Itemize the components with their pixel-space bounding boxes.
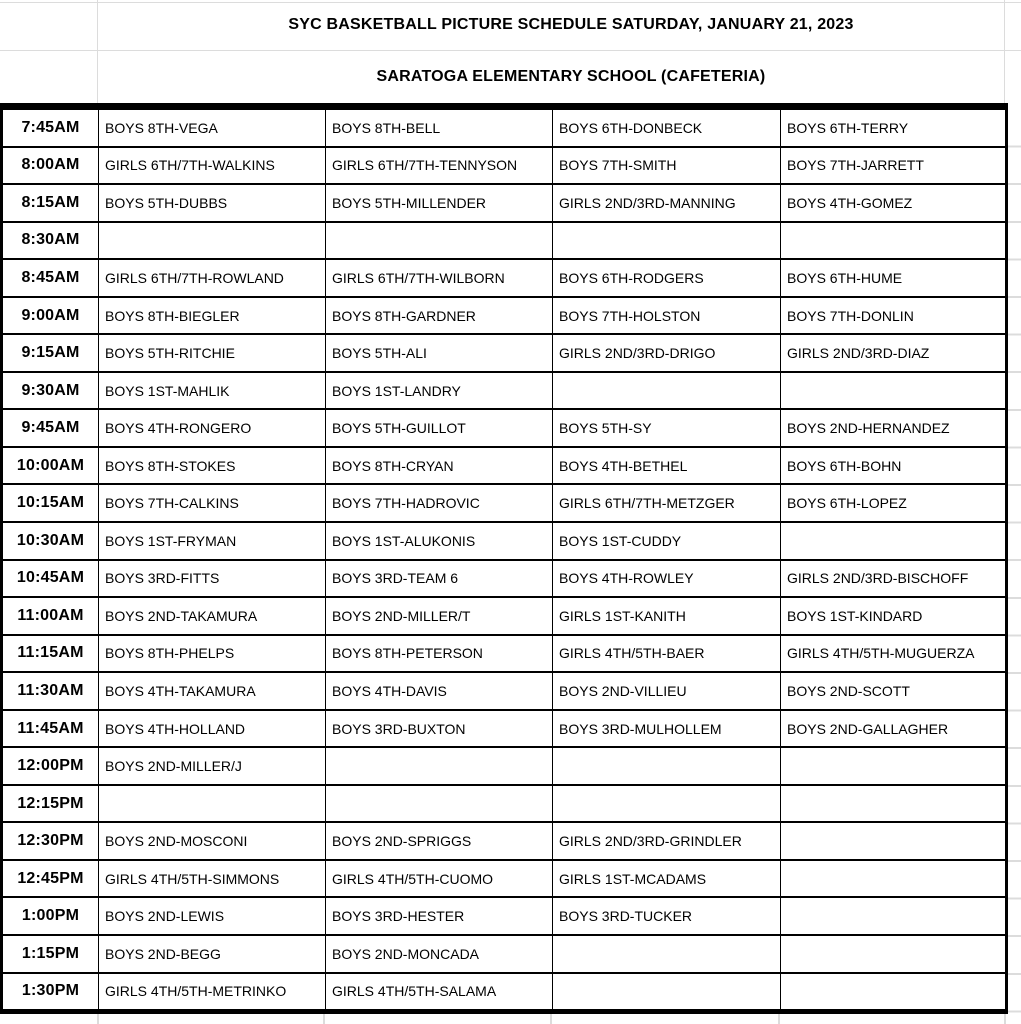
team-slot-cell: BOYS 1ST-LANDRY xyxy=(326,372,553,410)
schedule-row xyxy=(2,973,1007,1012)
time-cell: 1:30PM xyxy=(2,973,99,1012)
schedule-row xyxy=(2,897,1007,935)
team-slot-cell: GIRLS 4TH/5TH-SIMMONS xyxy=(99,860,326,898)
time-cell: 9:15AM xyxy=(2,334,99,372)
team-slot-cell: BOYS 2ND-BEGG xyxy=(99,935,326,973)
team-slot-cell xyxy=(553,222,781,260)
team-slot-cell xyxy=(781,973,1007,1012)
team-slot-cell: BOYS 2ND-SCOTT xyxy=(781,672,1007,710)
team-slot-cell xyxy=(781,522,1007,560)
time-cell: 10:30AM xyxy=(2,522,99,560)
team-slot-cell: BOYS 6TH-RODGERS xyxy=(553,259,781,297)
page-subtitle: SARATOGA ELEMENTARY SCHOOL (CAFETERIA) xyxy=(376,67,766,85)
time-cell: 12:45PM xyxy=(2,860,99,898)
team-slot-cell: BOYS 5TH-DUBBS xyxy=(99,184,326,222)
time-cell: 11:45AM xyxy=(2,710,99,748)
team-slot-cell xyxy=(553,973,781,1012)
time-cell: 11:00AM xyxy=(2,597,99,635)
team-slot-cell xyxy=(781,372,1007,410)
team-slot-cell xyxy=(781,860,1007,898)
team-slot-cell: GIRLS 4TH/5TH-MUGUERZA xyxy=(781,635,1007,673)
schedule-row xyxy=(2,597,1007,635)
team-slot-cell: BOYS 4TH-RONGERO xyxy=(99,409,326,447)
picture-schedule-table xyxy=(0,103,1008,1014)
team-slot-cell: BOYS 4TH-HOLLAND xyxy=(99,710,326,748)
team-slot-cell: BOYS 2ND-MILLER/T xyxy=(326,597,553,635)
gridline-right-strip xyxy=(1006,110,1021,1013)
team-slot-cell: BOYS 5TH-RITCHIE xyxy=(99,334,326,372)
time-cell: 8:00AM xyxy=(2,147,99,185)
schedule-row xyxy=(2,522,1007,560)
team-slot-cell xyxy=(553,785,781,823)
gridline-bottom-3 xyxy=(550,1013,552,1024)
team-slot-cell xyxy=(326,785,553,823)
time-cell: 11:30AM xyxy=(2,672,99,710)
team-slot-cell: BOYS 1ST-ALUKONIS xyxy=(326,522,553,560)
team-slot-cell xyxy=(781,935,1007,973)
team-slot-cell: BOYS 3RD-BUXTON xyxy=(326,710,553,748)
team-slot-cell: BOYS 3RD-TUCKER xyxy=(553,897,781,935)
team-slot-cell: BOYS 7TH-CALKINS xyxy=(99,484,326,522)
team-slot-cell: BOYS 6TH-TERRY xyxy=(781,107,1007,147)
team-slot-cell: BOYS 8TH-BELL xyxy=(326,107,553,147)
team-slot-cell: BOYS 8TH-BIEGLER xyxy=(99,297,326,335)
team-slot-cell: GIRLS 6TH/7TH-METZGER xyxy=(553,484,781,522)
team-slot-cell: GIRLS 2ND/3RD-DRIGO xyxy=(553,334,781,372)
schedule-row xyxy=(2,822,1007,860)
team-slot-cell: BOYS 7TH-JARRETT xyxy=(781,147,1007,185)
team-slot-cell: GIRLS 2ND/3RD-GRINDLER xyxy=(553,822,781,860)
schedule-row xyxy=(2,935,1007,973)
schedule-row xyxy=(2,297,1007,335)
page-title: SYC BASKETBALL PICTURE SCHEDULE SATURDAY, JANUARY 21, 2023 xyxy=(288,16,854,33)
team-slot-cell: BOYS 8TH-STOKES xyxy=(99,447,326,485)
time-cell: 1:00PM xyxy=(2,897,99,935)
team-slot-cell: BOYS 3RD-MULHOLLEM xyxy=(553,710,781,748)
team-slot-cell: BOYS 2ND-MOSCONI xyxy=(99,822,326,860)
team-slot-cell: BOYS 7TH-DONLIN xyxy=(781,297,1007,335)
team-slot-cell: GIRLS 4TH/5TH-BAER xyxy=(553,635,781,673)
team-slot-cell xyxy=(781,822,1007,860)
schedule-row xyxy=(2,635,1007,673)
team-slot-cell: BOYS 8TH-GARDNER xyxy=(326,297,553,335)
time-cell: 7:45AM xyxy=(2,107,99,147)
team-slot-cell: GIRLS 4TH/5TH-CUOMO xyxy=(326,860,553,898)
team-slot-cell: BOYS 2ND-LEWIS xyxy=(99,897,326,935)
team-slot-cell: BOYS 7TH-SMITH xyxy=(553,147,781,185)
team-slot-cell: BOYS 4TH-BETHEL xyxy=(553,447,781,485)
gridline-bottom-1 xyxy=(97,1013,99,1024)
team-slot-cell: BOYS 4TH-TAKAMURA xyxy=(99,672,326,710)
team-slot-cell: BOYS 2ND-TAKAMURA xyxy=(99,597,326,635)
schedule-row xyxy=(2,560,1007,598)
schedule-row xyxy=(2,484,1007,522)
team-slot-cell: BOYS 5TH-MILLENDER xyxy=(326,184,553,222)
time-cell: 10:45AM xyxy=(2,560,99,598)
team-slot-cell xyxy=(781,222,1007,260)
team-slot-cell: BOYS 5TH-SY xyxy=(553,409,781,447)
team-slot-cell: BOYS 6TH-HUME xyxy=(781,259,1007,297)
time-cell: 9:30AM xyxy=(2,372,99,410)
time-cell: 10:00AM xyxy=(2,447,99,485)
team-slot-cell: BOYS 4TH-GOMEZ xyxy=(781,184,1007,222)
team-slot-cell: BOYS 1ST-FRYMAN xyxy=(99,522,326,560)
team-slot-cell: BOYS 2ND-SPRIGGS xyxy=(326,822,553,860)
team-slot-cell: BOYS 2ND-VILLIEU xyxy=(553,672,781,710)
team-slot-cell: BOYS 8TH-PHELPS xyxy=(99,635,326,673)
gridline-bottom-5 xyxy=(1004,1013,1006,1024)
time-cell: 8:45AM xyxy=(2,259,99,297)
schedule-row xyxy=(2,409,1007,447)
time-cell: 9:00AM xyxy=(2,297,99,335)
schedule-row xyxy=(2,747,1007,785)
team-slot-cell xyxy=(553,935,781,973)
schedule-row xyxy=(2,107,1007,147)
team-slot-cell: BOYS 8TH-CRYAN xyxy=(326,447,553,485)
time-cell: 12:00PM xyxy=(2,747,99,785)
time-cell: 12:15PM xyxy=(2,785,99,823)
team-slot-cell: BOYS 4TH-DAVIS xyxy=(326,672,553,710)
team-slot-cell: BOYS 5TH-GUILLOT xyxy=(326,409,553,447)
team-slot-cell: BOYS 3RD-HESTER xyxy=(326,897,553,935)
team-slot-cell: BOYS 7TH-HOLSTON xyxy=(553,297,781,335)
team-slot-cell: BOYS 1ST-CUDDY xyxy=(553,522,781,560)
schedule-row xyxy=(2,447,1007,485)
team-slot-cell: GIRLS 4TH/5TH-METRINKO xyxy=(99,973,326,1012)
team-slot-cell: BOYS 3RD-TEAM 6 xyxy=(326,560,553,598)
team-slot-cell xyxy=(326,222,553,260)
team-slot-cell: GIRLS 6TH/7TH-WALKINS xyxy=(99,147,326,185)
team-slot-cell: GIRLS 6TH/7TH-ROWLAND xyxy=(99,259,326,297)
time-cell: 10:15AM xyxy=(2,484,99,522)
schedule-row xyxy=(2,334,1007,372)
team-slot-cell xyxy=(781,785,1007,823)
gridline-bottom-2 xyxy=(323,1013,325,1024)
team-slot-cell: BOYS 2ND-HERNANDEZ xyxy=(781,409,1007,447)
schedule-row xyxy=(2,785,1007,823)
team-slot-cell: BOYS 6TH-BOHN xyxy=(781,447,1007,485)
team-slot-cell: BOYS 8TH-PETERSON xyxy=(326,635,553,673)
team-slot-cell: GIRLS 2ND/3RD-DIAZ xyxy=(781,334,1007,372)
team-slot-cell: BOYS 6TH-DONBECK xyxy=(553,107,781,147)
time-cell: 9:45AM xyxy=(2,409,99,447)
team-slot-cell: BOYS 1ST-MAHLIK xyxy=(99,372,326,410)
gridline-bottom-4 xyxy=(778,1013,780,1024)
team-slot-cell: GIRLS 4TH/5TH-SALAMA xyxy=(326,973,553,1012)
team-slot-cell: BOYS 7TH-HADROVIC xyxy=(326,484,553,522)
team-slot-cell: BOYS 5TH-ALI xyxy=(326,334,553,372)
team-slot-cell xyxy=(326,747,553,785)
team-slot-cell xyxy=(781,897,1007,935)
team-slot-cell: BOYS 8TH-VEGA xyxy=(99,107,326,147)
schedule-row xyxy=(2,710,1007,748)
time-cell: 12:30PM xyxy=(2,822,99,860)
schedule-row xyxy=(2,184,1007,222)
team-slot-cell xyxy=(553,747,781,785)
team-slot-cell: GIRLS 1ST-KANITH xyxy=(553,597,781,635)
schedule-row xyxy=(2,372,1007,410)
schedule-row xyxy=(2,860,1007,898)
team-slot-cell: BOYS 2ND-MILLER/J xyxy=(99,747,326,785)
time-cell: 1:15PM xyxy=(2,935,99,973)
team-slot-cell xyxy=(553,372,781,410)
team-slot-cell: BOYS 2ND-GALLAGHER xyxy=(781,710,1007,748)
team-slot-cell: BOYS 2ND-MONCADA xyxy=(326,935,553,973)
team-slot-cell: GIRLS 2ND/3RD-MANNING xyxy=(553,184,781,222)
time-cell: 8:15AM xyxy=(2,184,99,222)
team-slot-cell: BOYS 4TH-ROWLEY xyxy=(553,560,781,598)
schedule-row xyxy=(2,259,1007,297)
time-cell: 11:15AM xyxy=(2,635,99,673)
team-slot-cell: BOYS 3RD-FITTS xyxy=(99,560,326,598)
time-cell: 8:30AM xyxy=(2,222,99,260)
team-slot-cell xyxy=(99,785,326,823)
team-slot-cell: GIRLS 2ND/3RD-BISCHOFF xyxy=(781,560,1007,598)
schedule-row xyxy=(2,672,1007,710)
team-slot-cell: GIRLS 6TH/7TH-TENNYSON xyxy=(326,147,553,185)
team-slot-cell xyxy=(781,747,1007,785)
schedule-row xyxy=(2,222,1007,260)
team-slot-cell: GIRLS 1ST-MCADAMS xyxy=(553,860,781,898)
team-slot-cell: BOYS 6TH-LOPEZ xyxy=(781,484,1007,522)
team-slot-cell: BOYS 1ST-KINDARD xyxy=(781,597,1007,635)
team-slot-cell xyxy=(99,222,326,260)
schedule-row xyxy=(2,147,1007,185)
team-slot-cell: GIRLS 6TH/7TH-WILBORN xyxy=(326,259,553,297)
